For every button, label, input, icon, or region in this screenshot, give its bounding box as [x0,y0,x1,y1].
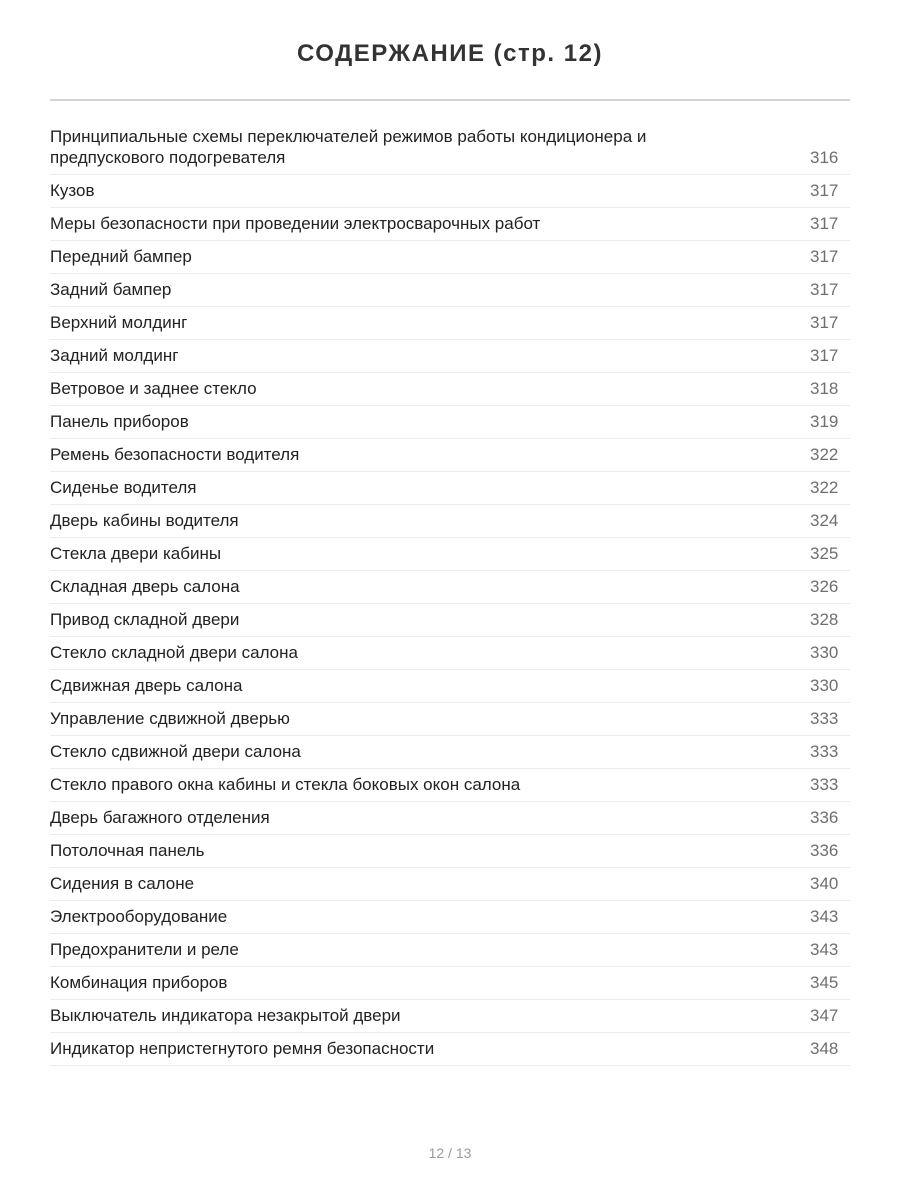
toc-entry[interactable] [50,703,850,736]
toc-entry[interactable] [50,439,850,472]
toc-entry-page: 317 [810,346,839,365]
toc-entry[interactable] [50,769,850,802]
toc-entry-title: Принципиальные схемы переключателей режимов работы кондиционера и предпускового подогревателя [50,127,647,167]
toc-entry-page: 325 [810,544,839,563]
toc-entry-title: Панель приборов [50,412,189,431]
toc-entry[interactable] [50,274,850,307]
toc-entry-page: 333 [810,742,839,761]
toc-entry[interactable] [50,175,850,208]
toc-entry[interactable] [50,241,850,274]
toc-entry-title: Предохранители и реле [50,940,239,959]
toc-entry-title: Привод складной двери [50,610,240,629]
toc-entry[interactable] [50,901,850,934]
toc-entry[interactable] [50,967,850,1000]
toc-entry-page: 345 [810,973,839,992]
toc-entry[interactable] [50,802,850,835]
toc-entry[interactable] [50,505,850,538]
toc-entry-title: Стекло складной двери салона [50,643,298,662]
toc-entry[interactable] [50,934,850,967]
toc-entry[interactable] [50,670,850,703]
toc-entry[interactable] [50,736,850,769]
page-number: 12 / 13 [428,1145,472,1161]
toc-entry-title: Управление сдвижной дверью [50,709,290,728]
toc-entry[interactable] [50,472,850,505]
toc-entry[interactable] [50,406,850,439]
toc-entry-page: 336 [810,808,839,827]
toc-entry-page: 343 [810,907,839,926]
toc-entry[interactable] [50,604,850,637]
toc-entry-page: 340 [810,874,839,893]
toc-entry-page: 330 [810,676,839,695]
toc-entry-title: Стекло правого окна кабины и стекла боковых окон салона [50,775,521,794]
toc-entry-title: Складная дверь салона [50,577,240,596]
toc-entry-title: Сдвижная дверь салона [50,676,243,695]
toc-entry[interactable] [50,340,850,373]
toc-entry-title: Верхний молдинг [50,313,188,332]
toc-entry-page: 317 [810,247,839,266]
toc-entry[interactable] [50,373,850,406]
toc-entry[interactable] [50,571,850,604]
toc-entry-title: Ветровое и заднее стекло [50,379,257,398]
toc-entry-page: 317 [810,181,839,200]
toc-entry-page: 348 [810,1039,839,1058]
toc-entry-title: Выключатель индикатора незакрытой двери [50,1006,401,1025]
toc-entry-page: 317 [810,313,839,332]
toc-entry[interactable] [50,1033,850,1066]
toc-entry-page: 328 [810,610,839,629]
toc-entry-title: Сиденье водителя [50,478,197,497]
toc-entry-title: Меры безопасности при проведении электросварочных работ [50,214,541,233]
toc-entry-page: 316 [810,148,839,167]
toc-entry-page: 324 [810,511,839,530]
toc-entry-title: Стекла двери кабины [50,544,222,563]
toc-entry[interactable] [50,208,850,241]
toc-entry-title: Сидения в салоне [50,874,195,893]
toc-entry-page: 317 [810,280,839,299]
toc-entry-title: Ремень безопасности водителя [50,445,300,464]
toc-entry-title: Задний молдинг [50,346,179,365]
title-divider [50,99,850,101]
toc-entry-page: 322 [810,478,839,497]
toc-entry-page: 322 [810,445,839,464]
toc-entry-title: Задний бампер [50,280,172,299]
toc-entry-page: 333 [810,775,839,794]
toc-entry-title: Передний бампер [50,247,192,266]
page-title: СОДЕРЖАНИЕ (стр. 12) [297,40,603,67]
toc-entry-page: 347 [810,1006,839,1025]
toc-entry[interactable] [50,1000,850,1033]
toc-entry-page: 319 [810,412,839,431]
toc-entry[interactable] [50,307,850,340]
toc-entry-page: 336 [810,841,839,860]
table-of-contents [50,124,850,1066]
toc-entry-title: Потолочная панель [50,841,205,860]
toc-entry-title: Дверь кабины водителя [50,511,239,530]
toc-entry-title: Кузов [50,181,95,200]
toc-entry-page: 333 [810,709,839,728]
toc-entry[interactable] [50,124,850,175]
toc-entry-title: Дверь багажного отделения [50,808,270,827]
toc-entry-title: Электрооборудование [50,907,228,926]
toc-entry-title: Стекло сдвижной двери салона [50,742,301,761]
toc-entry-page: 343 [810,940,839,959]
toc-entry[interactable] [50,637,850,670]
toc-entry-title: Комбинация приборов [50,973,228,992]
toc-entry-page: 318 [810,379,839,398]
toc-entry[interactable] [50,868,850,901]
toc-entry-page: 317 [810,214,839,233]
toc-entry-title: Индикатор непристегнутого ремня безопасности [50,1039,435,1058]
toc-entry-page: 326 [810,577,839,596]
toc-entry[interactable] [50,835,850,868]
toc-entry[interactable] [50,538,850,571]
toc-entry-page: 330 [810,643,839,662]
